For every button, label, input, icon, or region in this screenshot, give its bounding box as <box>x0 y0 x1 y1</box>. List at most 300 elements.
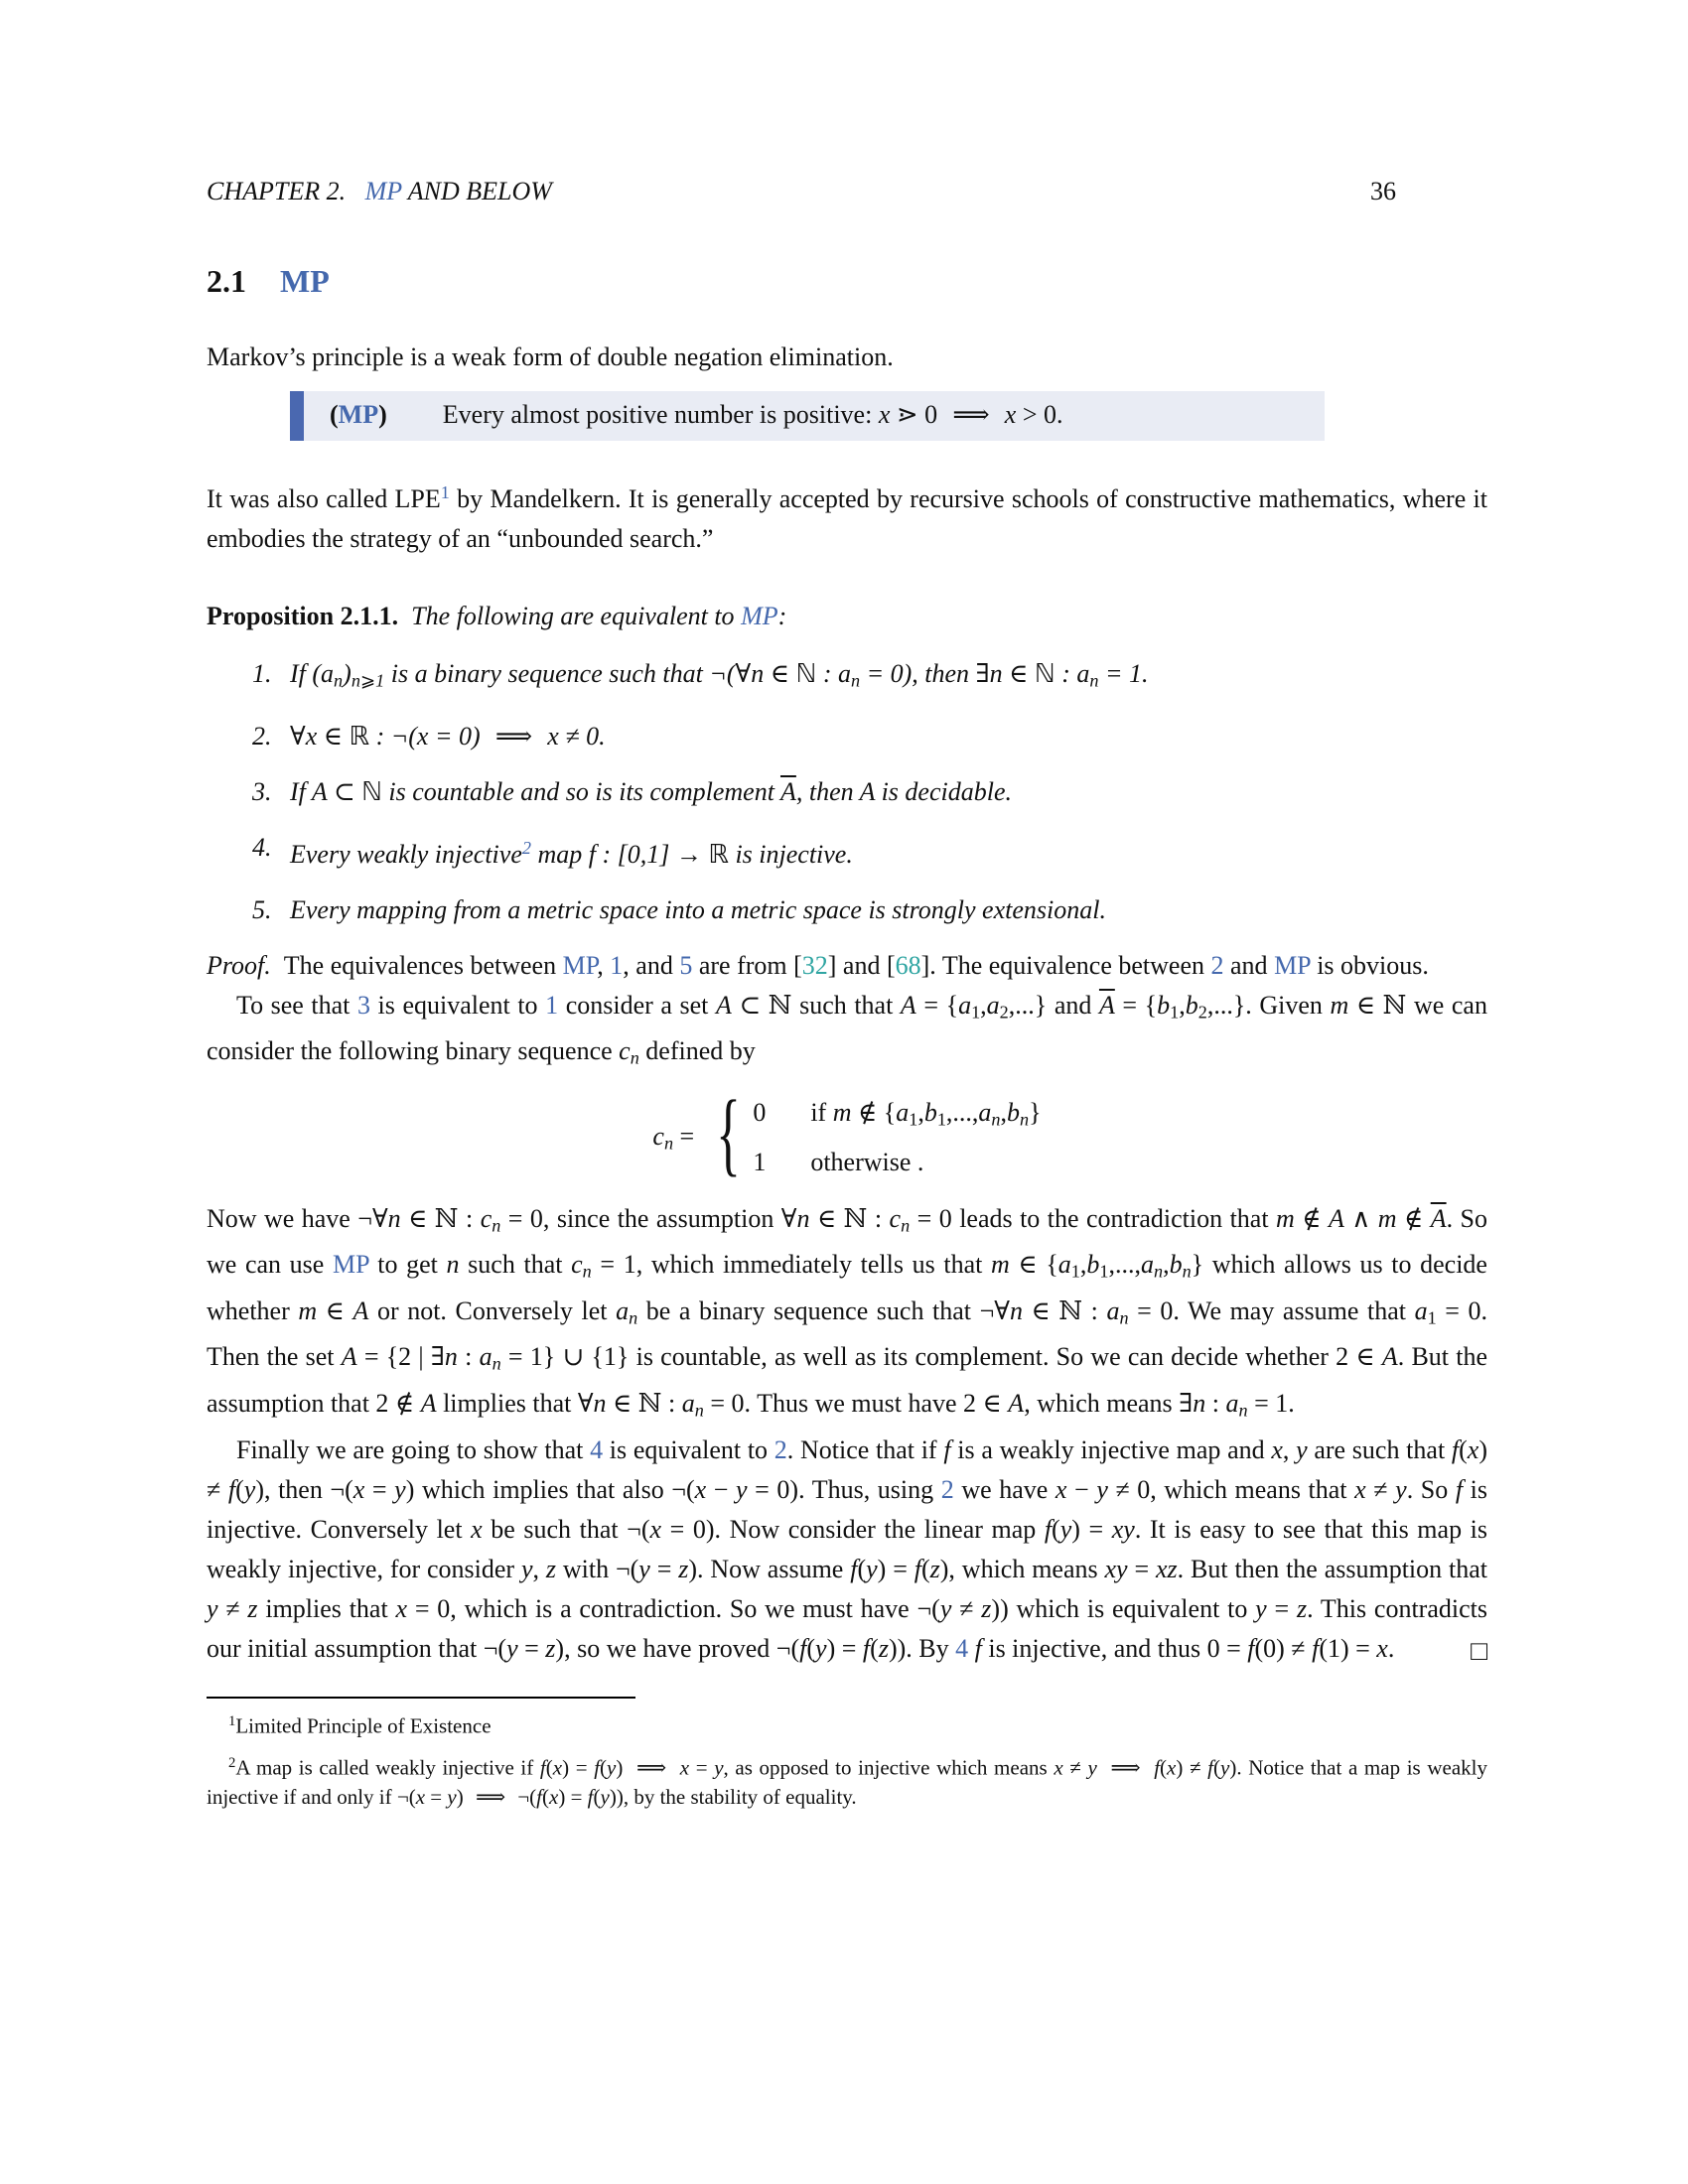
text-run: y <box>520 1554 533 1583</box>
text-run: map f : [0,1] → ℝ is injective. <box>530 839 853 869</box>
text-run: ∈ ℕ : <box>1022 1296 1107 1325</box>
text-run: f <box>587 1785 594 1810</box>
accent-bar <box>290 391 304 441</box>
text-run: n <box>850 670 861 691</box>
text-run: n <box>492 1215 501 1236</box>
text-run: x <box>1376 1633 1388 1663</box>
page-content <box>207 175 1487 1812</box>
text-run: ( <box>545 1755 553 1780</box>
text-run: y <box>1087 1755 1097 1780</box>
text-run: ∉ { <box>851 1097 897 1127</box>
text-run: be such that ¬( <box>482 1514 650 1544</box>
text-run: f <box>914 1554 921 1583</box>
item-text <box>290 654 1149 701</box>
case-condition <box>810 1095 1041 1138</box>
text-run: b <box>1169 1250 1183 1280</box>
text-run: ( <box>870 1633 879 1663</box>
text-run: 1 <box>228 1712 236 1729</box>
text-run: m <box>1276 1203 1295 1233</box>
text-run: a <box>1414 1296 1428 1325</box>
text-run: f <box>974 1633 982 1663</box>
text-run: a <box>681 1389 695 1419</box>
text-run: ∀x ∈ ℝ : ¬(x = 0) ⟹ x ≠ 0. <box>290 721 606 751</box>
text-run: Now we have ¬∀ <box>207 1203 388 1233</box>
case-value: 1 <box>753 1148 767 1177</box>
text-run: by Mandelkern. It is generally accepted by recursive schools of constructive mathematics, where it embodies the strategy of an “unbounded search.” <box>207 484 1487 554</box>
text-run: x <box>1055 1474 1067 1504</box>
text-run: n <box>1089 670 1099 691</box>
cross-reference-link[interactable]: 2 <box>521 837 531 858</box>
text-run: f <box>536 1785 542 1810</box>
text-run: ( <box>1160 1755 1168 1780</box>
text-run: ∈ ℕ we can consider the following binary sequence <box>207 990 1487 1066</box>
text-run: z <box>878 1633 889 1663</box>
text-run: : <box>457 1342 480 1372</box>
proposition-item-5 <box>252 890 1487 930</box>
text-run: y <box>394 1474 406 1504</box>
text-run: n <box>387 1203 401 1233</box>
text-run: is injective, and thus 0 = <box>981 1633 1248 1663</box>
text-run: = <box>364 1474 395 1504</box>
text-run: are such that <box>1307 1434 1452 1464</box>
text-run: a <box>616 1296 630 1325</box>
text-run: a <box>986 990 1000 1020</box>
text-run: ∧ <box>1343 1203 1378 1233</box>
text-run: x <box>878 400 891 429</box>
text-run: . Notice that if <box>786 1434 944 1464</box>
text-run: 1 <box>936 1109 946 1130</box>
text-run: 2 <box>1197 1002 1207 1023</box>
text-run: n <box>663 1133 674 1154</box>
item-number: 3. <box>252 776 272 806</box>
text-run: a <box>896 1097 910 1127</box>
text-run: n⩾1 <box>351 670 385 691</box>
text-run: n <box>334 670 344 691</box>
text-run: = 0. Then the set <box>207 1296 1487 1372</box>
text-run: )). By <box>888 1633 956 1663</box>
text-run: y <box>1395 1474 1407 1504</box>
text-run: , <box>532 1554 546 1583</box>
text-run: A <box>1328 1203 1344 1233</box>
text-run: . So <box>1406 1474 1456 1504</box>
citation-link[interactable]: 32 <box>801 950 828 980</box>
text-run: are from [ <box>692 950 802 980</box>
text-run: } <box>1029 1097 1042 1127</box>
item-number: 2. <box>252 721 272 751</box>
text-run: = 0. We may assume that <box>1128 1296 1415 1325</box>
proposition-item-4 <box>252 828 1487 875</box>
text-run: y <box>939 1593 952 1623</box>
text-run: Proof. <box>207 950 271 980</box>
text-run: ) <box>343 659 352 689</box>
text-run: y <box>736 1474 748 1504</box>
text-run: m <box>832 1097 852 1127</box>
text-run: x <box>471 1514 483 1544</box>
text-run: − <box>706 1474 737 1504</box>
text-run: f <box>1312 1633 1320 1663</box>
text-run: = <box>1127 1554 1156 1583</box>
text-run: x <box>1167 1755 1177 1780</box>
text-run: y <box>447 1785 457 1810</box>
text-run: ∈ { <box>1009 1250 1058 1280</box>
mp-principle-box <box>290 391 1325 441</box>
text-run: such that <box>459 1250 572 1280</box>
text-run: = <box>1266 1593 1297 1623</box>
text-run: f <box>799 1633 807 1663</box>
text-run: ( <box>806 1633 816 1663</box>
text-run: 1 <box>1070 1261 1080 1282</box>
text-run: . But the assumption that 2 ∉ <box>207 1342 1488 1419</box>
text-run: ≠ <box>951 1593 982 1623</box>
text-run: b <box>1086 1250 1100 1280</box>
cross-reference-link[interactable]: MP <box>364 177 402 205</box>
text-run: is injective. Conversely let <box>207 1474 1488 1544</box>
text-run: ≠ <box>1365 1474 1396 1504</box>
text-run: z <box>545 1554 556 1583</box>
text-run: A <box>420 1389 437 1419</box>
text-run: n <box>582 1261 592 1282</box>
cross-reference-link[interactable]: MP <box>338 400 379 429</box>
text-run: ∈ <box>317 1296 353 1325</box>
text-run: is a binary sequence such that ¬(∀n ∈ ℕ : a <box>384 659 851 689</box>
text-run: ), then ¬( <box>255 1474 353 1504</box>
text-run: ( <box>1459 1434 1468 1464</box>
case-row-2 <box>753 1145 1041 1180</box>
text-run: c <box>889 1203 902 1233</box>
text-run: x <box>1354 1474 1366 1504</box>
text-run: ∈ ℕ : <box>606 1389 682 1419</box>
text-run: , <box>1179 990 1186 1020</box>
text-run: ⟹ <box>1096 1755 1155 1780</box>
footnote-1 <box>207 1706 1487 1740</box>
text-run: z <box>929 1554 940 1583</box>
proposition-item-1 <box>252 654 1487 701</box>
text-run: : <box>777 602 787 631</box>
cross-reference-link[interactable]: MP <box>741 602 778 631</box>
qed-symbol: □ <box>1471 1635 1487 1667</box>
cross-reference-link[interactable]: MP <box>562 950 598 980</box>
text-run: Finally we are going to show that <box>236 1434 591 1464</box>
cross-reference-link[interactable]: 1 <box>545 990 559 1020</box>
text-run: ) = <box>562 1755 595 1780</box>
text-run: 2 <box>228 1754 236 1771</box>
text-run: ) = <box>877 1554 914 1583</box>
text-run: $\overline{A}$ <box>779 776 796 806</box>
text-run: A <box>341 1342 357 1372</box>
text-run: = <box>425 1785 448 1810</box>
text-run: a <box>978 1097 992 1127</box>
text-run: = 0, which is a contradiction. So we must have ¬( <box>407 1593 940 1623</box>
text-run: f <box>1154 1755 1161 1780</box>
text-run: )) which is equivalent to <box>991 1593 1256 1623</box>
proof-paragraph-2 <box>207 986 1487 1078</box>
cross-reference-link[interactable]: MP <box>1274 950 1311 980</box>
text-run: n <box>1119 1307 1129 1328</box>
cross-reference-link[interactable]: 1 <box>440 482 450 502</box>
text-run: f <box>1247 1633 1255 1663</box>
footnote-2 <box>207 1748 1487 1812</box>
text-run: , <box>917 1097 924 1127</box>
mp-statement <box>443 398 1063 432</box>
text-run: x <box>1054 1755 1063 1780</box>
text-run: , then A is decidable. <box>795 776 1012 806</box>
text-run: b <box>1185 990 1198 1020</box>
text-run: x <box>1271 1434 1283 1464</box>
text-run: y <box>714 1755 724 1780</box>
text-run: y <box>815 1633 827 1663</box>
text-run: c <box>652 1121 664 1151</box>
proof-paragraph-4-text <box>207 1435 1487 1663</box>
text-run: y <box>243 1474 256 1504</box>
cross-reference-link[interactable]: MP <box>332 1250 369 1280</box>
text-run: = 0). Thus, using <box>747 1474 941 1504</box>
text-run: y <box>506 1633 518 1663</box>
cross-reference-link[interactable]: 2 <box>940 1474 954 1504</box>
text-run: ) = <box>826 1633 863 1663</box>
text-run: n <box>1193 1389 1206 1419</box>
text-run: n <box>1020 1109 1030 1130</box>
case-condition <box>810 1145 923 1180</box>
item-text <box>290 717 606 756</box>
case-row-1 <box>753 1095 1041 1138</box>
text-run: is obvious. <box>1310 950 1429 980</box>
text-run: = 0), then ∃n ∈ ℕ : a <box>860 659 1090 689</box>
text-run: Markov’s principle is a weak form of double negation elimination. <box>207 342 894 371</box>
proof-paragraph-3 <box>207 1199 1487 1431</box>
citation-link[interactable]: 68 <box>895 950 921 980</box>
text-run: otherwise . <box>810 1148 924 1177</box>
cross-reference-link[interactable]: 1 <box>610 950 624 980</box>
text-run: ( <box>600 1755 608 1780</box>
proposition-item-3 <box>252 772 1487 812</box>
item-number: 4. <box>252 832 272 862</box>
text-run: , <box>980 990 987 1020</box>
text-run: = 0 leads to the contradiction that <box>910 1203 1277 1233</box>
text-run: ∉ <box>1396 1203 1431 1233</box>
text-run: . This contradicts our initial assumption that ¬( <box>207 1593 1487 1663</box>
footnote-rule <box>207 1697 635 1699</box>
text-run: n <box>1153 1261 1164 1282</box>
text-run: ,...}. Given <box>1206 990 1331 1020</box>
text-run: CHAPTER 2. <box>207 177 365 205</box>
text-run: If A ⊂ ℕ is countable and so is its complement <box>290 776 780 806</box>
text-run: = {2 | ∃ <box>356 1342 445 1372</box>
text-run: ∈ ℕ : <box>400 1203 481 1233</box>
text-run: f <box>227 1474 236 1504</box>
text-run: a <box>1057 1250 1071 1280</box>
item-number: 5. <box>252 894 272 924</box>
text-run: c <box>571 1250 583 1280</box>
text-run: A <box>1008 1389 1025 1419</box>
mp-label <box>330 398 387 432</box>
text-run: Every mapping from a metric space into a metric space is strongly extensional. <box>290 894 1106 924</box>
text-run: ) ⟹ <box>616 1755 680 1780</box>
text-run: 2 <box>999 1002 1009 1023</box>
text-run: n <box>1009 1296 1023 1325</box>
cases-rows <box>753 1095 1041 1181</box>
text-run: x <box>415 1785 426 1810</box>
text-run: n <box>1182 1261 1192 1282</box>
text-run: ). Notice that a map is weakly injective if and only if ¬( <box>207 1755 1488 1810</box>
text-run: Limited Principle of Existence <box>235 1712 492 1737</box>
text-run: = <box>673 1121 695 1151</box>
text-run: : <box>1205 1389 1226 1419</box>
text-run: = 0. Thus we must have 2 ∈ <box>703 1389 1009 1419</box>
chapter-header <box>207 177 552 205</box>
text-run: y <box>1255 1593 1267 1623</box>
text-run: ) ≠ <box>1176 1755 1208 1780</box>
text-run: n <box>444 1342 458 1372</box>
text-run: x <box>395 1593 408 1623</box>
text-run: (1) = <box>1319 1633 1377 1663</box>
text-run: z <box>545 1633 556 1663</box>
page-number: 36 <box>1370 177 1396 205</box>
text-run: AND BELOW <box>401 177 552 205</box>
text-run: $\overline{A}$ <box>1430 1203 1447 1233</box>
cross-reference-link[interactable]: 2 <box>1210 950 1224 980</box>
text-run: 1 <box>971 1002 981 1023</box>
cross-reference-link[interactable]: 2 <box>774 1434 787 1464</box>
text-run: ( <box>1052 1514 1060 1544</box>
text-run: , <box>1282 1434 1297 1464</box>
text-run: x <box>552 1755 563 1780</box>
text-run: The equivalences between <box>270 950 563 980</box>
text-run: n <box>492 1354 501 1375</box>
text-run: 1 <box>909 1109 918 1130</box>
text-run: with ¬( <box>556 1554 639 1583</box>
text-run: z <box>247 1593 258 1623</box>
text-run: x <box>1004 400 1017 429</box>
text-run: f <box>1044 1514 1053 1544</box>
text-run: , as opposed to injective which means <box>723 1755 1055 1780</box>
text-run: ,...} and <box>1008 990 1099 1020</box>
text-run: = <box>649 1554 679 1583</box>
text-run: 1 <box>1099 1261 1109 1282</box>
text-run: , <box>1079 1250 1087 1280</box>
text-run: = { <box>1114 990 1158 1020</box>
text-run: Proposition 2.1.1. <box>207 602 399 631</box>
text-run: f <box>539 1755 546 1780</box>
lpe-paragraph <box>207 473 1487 559</box>
text-run: , <box>597 950 611 980</box>
text-run: ,..., <box>1108 1250 1141 1280</box>
text-run: f <box>862 1633 871 1663</box>
text-run: ). Now assume <box>688 1554 851 1583</box>
text-run: z <box>1296 1593 1308 1623</box>
text-run: Every almost positive number is positive: <box>442 400 879 429</box>
text-run: ( <box>920 1554 930 1583</box>
cross-reference-link[interactable]: 5 <box>679 950 693 980</box>
text-run: ( <box>1213 1755 1221 1780</box>
text-run: x <box>1467 1434 1479 1464</box>
equation-lhs <box>652 1122 694 1155</box>
text-run: > 0. <box>1016 400 1063 429</box>
text-run: . But then the assumption that <box>1177 1554 1488 1583</box>
text-run: or not. Conversely let <box>368 1296 617 1325</box>
cross-reference-link[interactable]: 4 <box>955 1633 969 1663</box>
text-run: x <box>649 1514 662 1544</box>
proposition-item-2 <box>252 717 1487 756</box>
text-run: . It is easy to see that this map is weakly injective, for consider <box>207 1514 1487 1583</box>
text-run: ∉ <box>1294 1203 1329 1233</box>
text-run: y <box>600 1785 610 1810</box>
proposition-heading <box>207 597 1487 636</box>
section-title: MP <box>280 263 330 299</box>
case-value: 0 <box>753 1097 767 1127</box>
text-run: n <box>901 1215 911 1236</box>
text-run: } which allows us to decide whether <box>207 1250 1487 1325</box>
text-run: m <box>298 1296 318 1325</box>
text-run: ,..., <box>945 1097 979 1127</box>
display-equation <box>207 1081 1487 1185</box>
text-run: f <box>594 1755 601 1780</box>
text-run: y <box>1296 1434 1308 1464</box>
text-run: ⋗ 0 ⟹ <box>890 400 1005 429</box>
item-text <box>290 828 853 875</box>
text-run: b <box>923 1097 937 1127</box>
text-run: f <box>850 1554 858 1583</box>
text-run: = <box>689 1755 715 1780</box>
proof-paragraph-1 <box>207 946 1487 986</box>
text-run: a <box>1106 1296 1120 1325</box>
text-run: ⊂ ℕ such that <box>731 990 901 1020</box>
text-run: , <box>1000 1097 1008 1127</box>
text-run: if <box>810 1097 833 1127</box>
text-run: . <box>1387 1633 1395 1663</box>
cross-reference-link[interactable]: 3 <box>356 990 370 1020</box>
text-run: y <box>638 1554 650 1583</box>
text-run: y <box>1220 1755 1230 1780</box>
text-run: consider a set <box>558 990 716 1020</box>
text-run: c <box>619 1036 631 1066</box>
page-header <box>207 175 1487 208</box>
text-run: ) ≠ <box>207 1434 1488 1504</box>
text-run: = 1. <box>1098 659 1149 689</box>
cross-reference-link[interactable]: 4 <box>590 1434 604 1464</box>
text-run: = 1} ∪ {1} is countable, as well as its complement. So we can decide whether 2 ∈ <box>500 1342 1382 1372</box>
text-run: f <box>1455 1474 1464 1504</box>
item-text <box>290 890 1106 930</box>
text-run: c <box>480 1203 492 1233</box>
item-number: 1. <box>252 659 272 689</box>
text-run: m <box>1330 990 1349 1020</box>
text-run: to get <box>368 1250 447 1280</box>
text-run: ) = <box>1071 1514 1112 1544</box>
text-run: x <box>694 1474 707 1504</box>
text-run: n <box>694 1400 704 1421</box>
text-run: = 1, which immediately tells us that <box>591 1250 991 1280</box>
text-run: limplies that ∀ <box>436 1389 594 1419</box>
text-run: = 1. <box>1247 1389 1295 1419</box>
text-run: m <box>991 1250 1010 1280</box>
text-run: = <box>517 1633 546 1663</box>
text-run: y <box>1096 1474 1108 1504</box>
intro-paragraph <box>207 338 1487 377</box>
text-run: y <box>1059 1514 1072 1544</box>
text-run: xy <box>1104 1554 1128 1583</box>
text-run: a <box>1140 1250 1154 1280</box>
text-run: It was also called LPE <box>207 484 441 514</box>
text-run: ≠ <box>1062 1755 1088 1780</box>
text-run: = { <box>915 990 959 1020</box>
text-run: − <box>1066 1474 1097 1504</box>
text-run: 1 <box>1170 1002 1180 1023</box>
text-run: y <box>866 1554 878 1583</box>
item-text <box>290 772 1012 812</box>
text-run: The following are equivalent to <box>398 602 742 631</box>
text-run: y <box>607 1755 617 1780</box>
text-run: f <box>943 1434 951 1464</box>
